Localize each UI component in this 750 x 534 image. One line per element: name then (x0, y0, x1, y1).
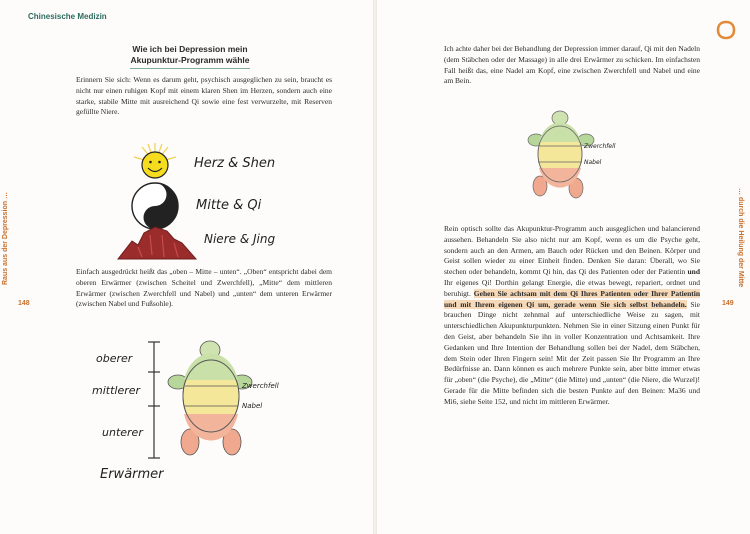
section-heading (90, 44, 290, 69)
heading-line-2: Akupunktur-Programm wähle (130, 55, 249, 69)
para2-text-a: Rein optisch sollte das Akupunktur-Programm auch ausgeglichen und balancierend aussehen. Behandeln Sie also nicht nur am Kopf, wenn es um die Psyche geht, sondern auch an den Armen, am Bauch oder Rücken und den Beinen. Körper und Geist sollen wieder zu einer Einheit finden. Denken Sie daran: Überall, wo Sie stechen oder behandeln, kommt Qi hin, das Qi des Patienten oder der Patientin (444, 224, 700, 277)
para2-emphasis-und: und (687, 267, 700, 277)
volcano-mountain-icon (118, 227, 196, 259)
right-paragraph-2 (444, 224, 700, 408)
left-side-title: Raus aus der Depression … (2, 192, 9, 285)
label-mitte-qi: Mitte & Qi (196, 198, 262, 213)
left-paragraph-1: Erinnern Sie sich: Wenn es darum geht, psychisch ausgeglichen zu sein, braucht es nicht nur einen ruhigen Kopf mit einem klaren Shen im Herzen, sondern auch eine starke, stabile Mitte mit ausreichend Qi sowie eine fest verwurzelte, mit Reserven gefüllte Niere. (76, 75, 332, 117)
label-unterer: unterer (102, 426, 143, 439)
label-herz-shen: Herz & Shen (194, 156, 276, 171)
left-paragraph-2: Einfach ausgedrückt heißt das „oben – Mitte – unten“. „Oben“ entspricht dabei dem oberen Erwärmer (zwischen Scheitel und Zwerchfell), „Mitte“ dem mittleren Erwärmer (zwischen Zwerchfell und Nabel) und „unten“ dem unteren Erwärmer (zwischen Nabel und Fußsohle). (76, 267, 332, 309)
right-side-title: … durch die Heilung der Mitte (737, 188, 744, 288)
highlighted-passage: Gehen Sie achtsam mit dem Qi Ihres Patienten oder Ihrer Patientin und mit Ihrem eigenen Qi um, gerade wenn Sie sich selbst behandeln. (444, 288, 700, 309)
para2-text-b: Ihr eigenes Qi! Dorthin gelangt Energie, die etwas bewegt, repariert, ordnet und beruhigt. (444, 277, 700, 298)
publisher-logo-icon (716, 20, 736, 40)
smiley-face-icon (142, 152, 168, 178)
right-page-number: 149 (722, 300, 734, 307)
running-header: Chinesische Medizin (28, 12, 107, 21)
body-figure-small-icon (528, 111, 594, 198)
label-niere-jing: Niere & Jing (204, 232, 276, 246)
three-warmers-figure (92, 336, 332, 486)
body-figure-small (518, 108, 628, 212)
label-nabel-small: Nabel (584, 159, 602, 166)
para2-text-c: Sie brauchen Dinge nicht zehnmal auf unterschiedliche Weise zu sagen, mit unterschiedlichen Akupunkturpunkten. Nehmen Sie in einer Sitzung einen Punkt für den Geist, aber behandeln Sie ihn in voller Konzentration und Achtsamkeit. Ihre Gedanken und Ihre Intention der Behandlung sollen bei der Nadel, dem Stäbchen, dem Stein oder Ihren Fingern sein! Mit der Zeit passen Sie Ihr Programm an Ihre Bedürfnisse an. Dann können es auch mehrere Punkte sein, aber bitte immer etwas für „oben“ (die Psyche), die „Mitte“ (die Mitte) und „unten“ (die Niere, die Wurzel)! Gerade für die Mitte befinden sich die besten Punkte auf den Beinen: Ma36 und Mi6, siehe Seite 152, und nicht im mittleren Erwärmer. (444, 299, 700, 406)
label-erwaermer: Erwärmer (100, 467, 164, 482)
label-mittlerer: mittlerer (92, 384, 141, 397)
right-paragraph-1: Ich achte daher bei der Behandlung der Depression immer darauf, Qi mit den Nadeln (dem Stäbchen oder der Massage) in alle drei Erwärmer zu schicken. Im einfachsten Fall heißt das, eine Nadel am Kopf, eine zwischen Zwerchfell und Nabel und eine am Bein. (444, 44, 700, 86)
vertical-scale (148, 342, 160, 458)
label-zwerchfell: Zwerchfell (242, 382, 279, 390)
label-nabel: Nabel (242, 402, 263, 410)
yin-yang-icon (132, 183, 178, 229)
book-gutter (373, 0, 377, 534)
left-page-number: 148 (18, 300, 30, 307)
label-zwerchfell-small: Zwerchfell (584, 143, 616, 150)
herz-mitte-niere-figure (112, 135, 302, 267)
body-figure-icon (168, 341, 252, 455)
label-oberer: oberer (96, 352, 133, 365)
heading-line-1: Wie ich bei Depression mein (132, 44, 248, 54)
